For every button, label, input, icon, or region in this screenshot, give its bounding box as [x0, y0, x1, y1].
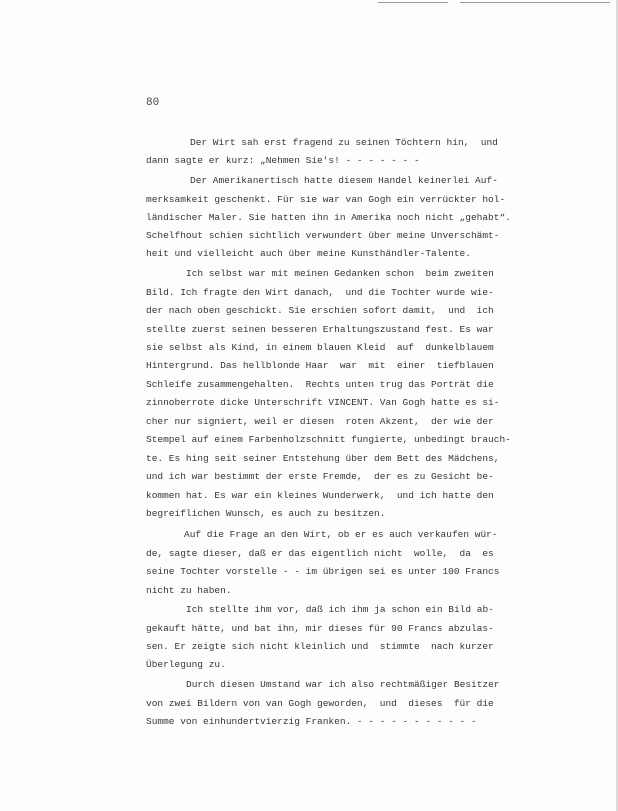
text-line: Schleife zusammengehalten. Rechts unten trug das Porträt die — [146, 379, 494, 390]
top-edge-mark — [460, 2, 610, 3]
text-line: Summe von einhundertvierzig Franken. - - - - - - - - - - - — [146, 716, 477, 727]
text-line: heit und vielleicht auch über meine Kunsthändler-Talente. — [146, 248, 471, 259]
text-line: cher nur signiert, weil er diesen roten Akzent, der wie der — [146, 416, 494, 427]
text-line: de, sagte dieser, daß er das eigentlich nicht wolle, da es — [146, 548, 494, 559]
text-line: Der Amerikanertisch hatte diesem Handel keinerlei Auf- — [190, 175, 498, 186]
text-line: der nach oben geschickt. Sie erschien sofort damit, und ich — [146, 305, 494, 316]
text-line: ländischer Maler. Sie hatten ihn in Amerika noch nicht „gehabt“. — [146, 212, 511, 223]
text-line: Stempel auf einem Farbenholzschnitt fungierte, unbedingt brauch- — [146, 434, 511, 445]
text-line: dann sagte er kurz: „Nehmen Sie's! - - - - - - - — [146, 155, 420, 166]
text-line: seine Tochter vorstelle - - im übrigen sei es unter 100 Francs — [146, 566, 500, 577]
text-line: Auf die Frage an den Wirt, ob er es auch verkaufen wür- — [184, 529, 498, 540]
text-line: Der Wirt sah erst fragend zu seinen Töchtern hin, und — [190, 137, 498, 148]
text-line: merksamkeit geschenkt. Für sie war van Gogh ein verrückter hol- — [146, 194, 506, 205]
text-line: stellte zuerst seinen besseren Erhaltungszustand fest. Es war — [146, 324, 494, 335]
text-line: von zwei Bildern von van Gogh geworden, und dieses für die — [146, 698, 494, 709]
text-line: sie selbst als Kind, in einem blauen Kleid auf dunkelblauem — [146, 342, 494, 353]
text-line: nicht zu haben. — [146, 585, 232, 596]
text-line: te. Es hing seit seiner Entstehung über dem Bett des Mädchens, — [146, 453, 500, 464]
text-line: kommen hat. Es war ein kleines Wunderwerk, und ich hatte den — [146, 490, 494, 501]
text-line: zinnoberrote dicke Unterschrift VINCENT. Van Gogh hatte es si- — [146, 397, 500, 408]
text-line: Überlegung zu. — [146, 659, 226, 670]
text-line: gekauft hätte, und bat ihn, mir dieses für 90 Francs abzulas- — [146, 623, 494, 634]
text-line: Hintergrund. Das hellblonde Haar war mit einer tiefblauen — [146, 360, 494, 371]
text-line: Schelfhout schien sichtlich verwundert über meine Unverschämt- — [146, 230, 500, 241]
text-line: Ich selbst war mit meinen Gedanken schon beim zweiten — [186, 268, 494, 279]
page-number: 80 — [146, 97, 160, 109]
text-line: Durch diesen Umstand war ich also rechtmäßiger Besitzer — [186, 679, 500, 690]
text-line: und ich war bestimmt der erste Fremde, der es zu Gesicht be- — [146, 471, 494, 482]
text-line: sen. Er zeigte sich nicht kleinlich und stimmte nach kurzer — [146, 641, 494, 652]
text-line: begreiflichen Wunsch, es auch zu besitzen. — [146, 508, 386, 519]
text-line: Bild. Ich fragte den Wirt danach, und die Tochter wurde wie- — [146, 287, 494, 298]
top-edge-mark — [378, 2, 448, 3]
text-line: Ich stellte ihm vor, daß ich ihm ja schon ein Bild ab- — [186, 604, 494, 615]
